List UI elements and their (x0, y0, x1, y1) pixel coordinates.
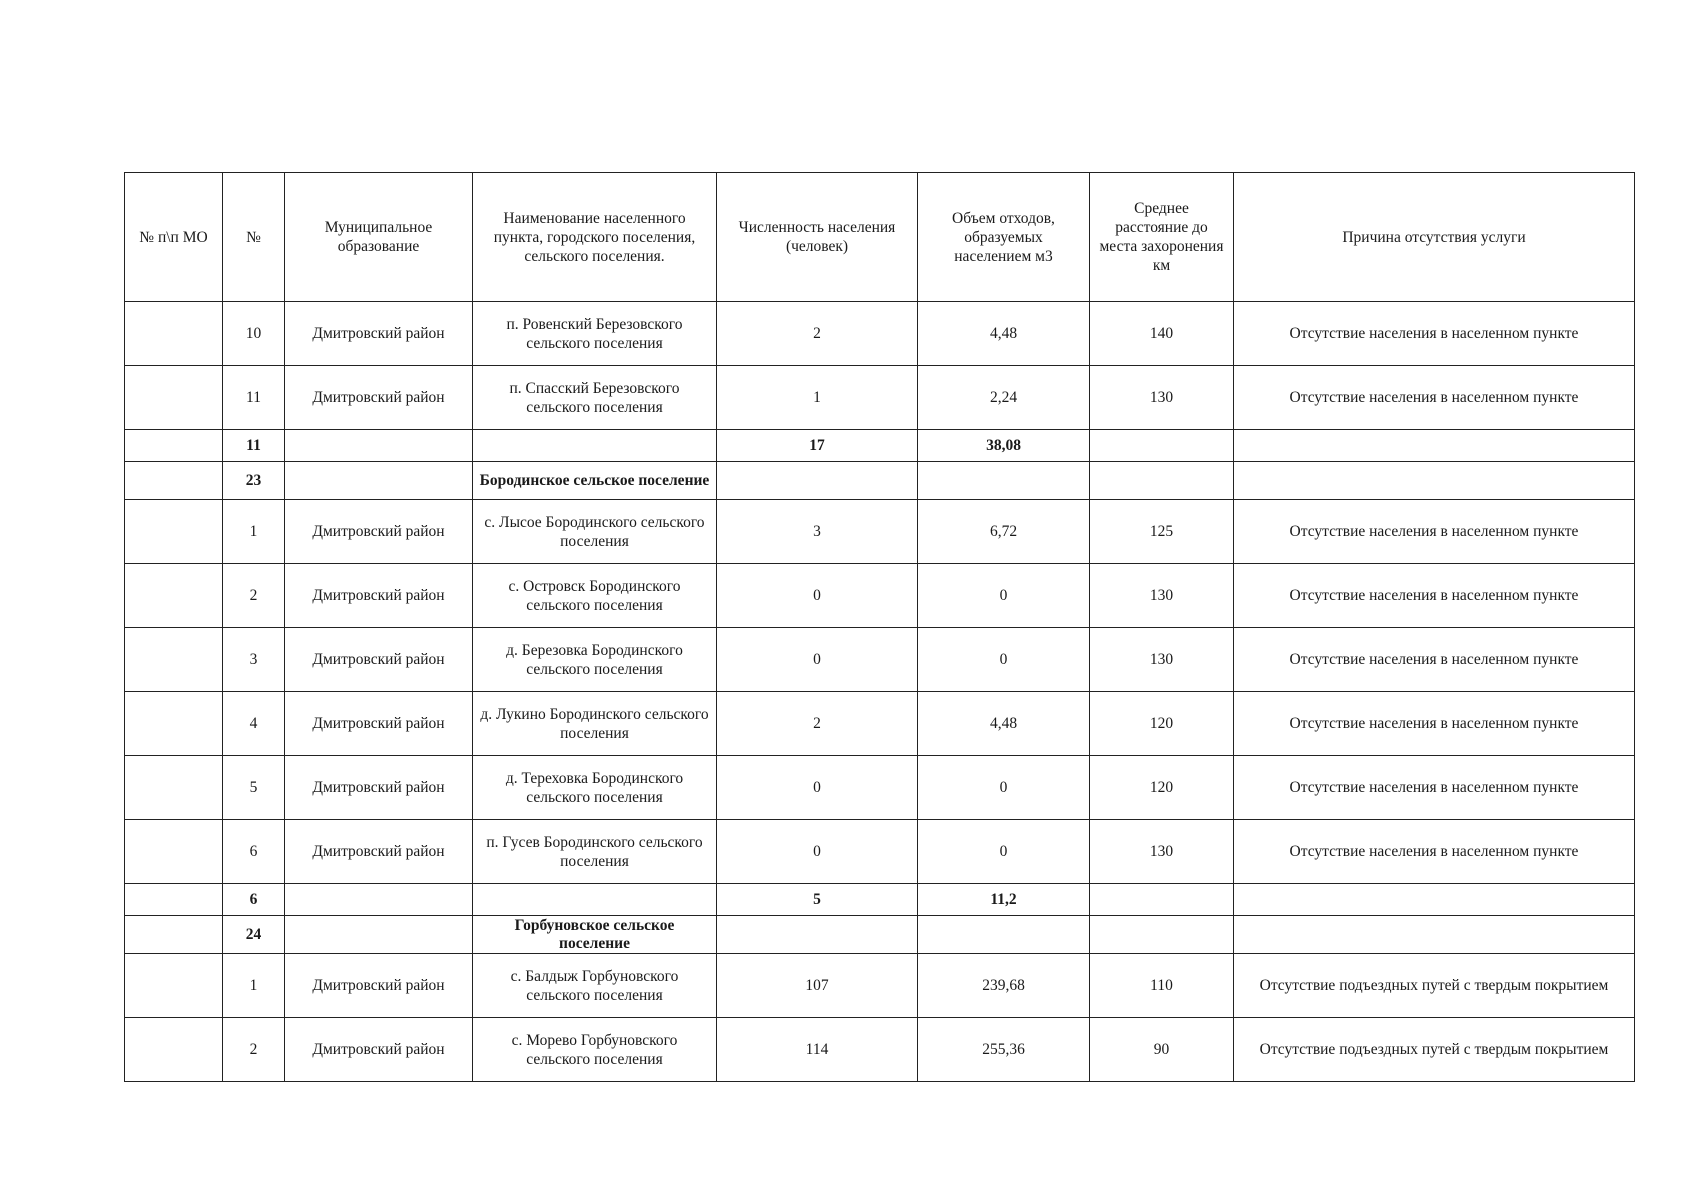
cell-population: 3 (717, 500, 918, 564)
cell-reason: Отсутствие подъездных путей с твердым покрытием (1234, 1018, 1635, 1082)
cell-number: 1 (223, 954, 285, 1018)
cell-population: 2 (717, 302, 918, 366)
subtotal-waste-volume: 11,2 (918, 884, 1090, 916)
cell-population: 0 (717, 756, 918, 820)
subtotal-count: 6 (223, 884, 285, 916)
cell-municipality: Дмитровский район (285, 954, 473, 1018)
cell-distance: 130 (1090, 820, 1234, 884)
cell-municipality: Дмитровский район (285, 1018, 473, 1082)
cell-distance: 130 (1090, 628, 1234, 692)
table-row (125, 628, 1635, 692)
cell-empty (285, 462, 473, 500)
cell-number: 10 (223, 302, 285, 366)
cell-number: 11 (223, 366, 285, 430)
cell-reason: Отсутствие населения в населенном пункте (1234, 756, 1635, 820)
cell-empty (285, 884, 473, 916)
cell-empty (125, 430, 223, 462)
cell-waste-volume: 0 (918, 820, 1090, 884)
cell-empty (717, 916, 918, 954)
cell-reason: Отсутствие населения в населенном пункте (1234, 564, 1635, 628)
cell-population: 107 (717, 954, 918, 1018)
cell-mo-number (125, 564, 223, 628)
cell-empty (285, 916, 473, 954)
cell-mo-number (125, 628, 223, 692)
subtotal-count: 11 (223, 430, 285, 462)
cell-settlement: д. Березовка Бородинского сельского поселения (473, 628, 717, 692)
cell-waste-volume: 0 (918, 564, 1090, 628)
cell-population: 0 (717, 820, 918, 884)
subtotal-population: 17 (717, 430, 918, 462)
cell-distance: 130 (1090, 564, 1234, 628)
cell-mo-number (125, 692, 223, 756)
header-number: № (223, 173, 285, 302)
header-distance: Среднее расстояние до места захоронения км (1090, 173, 1234, 302)
cell-settlement: с. Морево Горбуновского сельского поселения (473, 1018, 717, 1082)
cell-reason: Отсутствие подъездных путей с твердым покрытием (1234, 954, 1635, 1018)
cell-settlement: с. Лысое Бородинского сельского поселения (473, 500, 717, 564)
cell-mo-number (125, 820, 223, 884)
cell-empty (285, 430, 473, 462)
cell-settlement: д. Тереховка Бородинского сельского поселения (473, 756, 717, 820)
table-header-row (125, 173, 1635, 302)
cell-reason: Отсутствие населения в населенном пункте (1234, 628, 1635, 692)
subtotal-population: 5 (717, 884, 918, 916)
header-mo-number: № п\п МО (125, 173, 223, 302)
table-row (125, 756, 1635, 820)
cell-reason: Отсутствие населения в населенном пункте (1234, 820, 1635, 884)
cell-municipality: Дмитровский район (285, 564, 473, 628)
header-reason: Причина отсутствия услуги (1234, 173, 1635, 302)
waste-report-table (124, 172, 1635, 1082)
group-number: 23 (223, 462, 285, 500)
cell-waste-volume: 255,36 (918, 1018, 1090, 1082)
cell-empty (1090, 884, 1234, 916)
table-row (125, 954, 1635, 1018)
cell-municipality: Дмитровский район (285, 500, 473, 564)
cell-settlement: д. Лукино Бородинского сельского поселения (473, 692, 717, 756)
cell-waste-volume: 2,24 (918, 366, 1090, 430)
cell-municipality: Дмитровский район (285, 692, 473, 756)
subtotal-waste-volume: 38,08 (918, 430, 1090, 462)
cell-number: 4 (223, 692, 285, 756)
cell-mo-number (125, 1018, 223, 1082)
cell-waste-volume: 4,48 (918, 302, 1090, 366)
cell-empty (125, 462, 223, 500)
cell-reason: Отсутствие населения в населенном пункте (1234, 500, 1635, 564)
cell-empty (1090, 430, 1234, 462)
table-row (125, 820, 1635, 884)
cell-distance: 120 (1090, 692, 1234, 756)
cell-municipality: Дмитровский район (285, 366, 473, 430)
cell-mo-number (125, 500, 223, 564)
cell-number: 2 (223, 564, 285, 628)
cell-municipality: Дмитровский район (285, 628, 473, 692)
cell-mo-number (125, 366, 223, 430)
table-row (125, 302, 1635, 366)
cell-distance: 140 (1090, 302, 1234, 366)
cell-waste-volume: 6,72 (918, 500, 1090, 564)
cell-number: 6 (223, 820, 285, 884)
cell-waste-volume: 4,48 (918, 692, 1090, 756)
table-row (125, 564, 1635, 628)
group-name: Горбуновское сельское поселение (473, 916, 717, 954)
cell-reason: Отсутствие населения в населенном пункте (1234, 302, 1635, 366)
cell-settlement: п. Гусев Бородинского сельского поселения (473, 820, 717, 884)
cell-settlement: с. Балдыж Горбуновского сельского поселения (473, 954, 717, 1018)
cell-number: 2 (223, 1018, 285, 1082)
table-row (125, 366, 1635, 430)
cell-empty (1090, 462, 1234, 500)
group-header-row (125, 462, 1635, 500)
cell-empty (473, 430, 717, 462)
cell-empty (918, 916, 1090, 954)
header-settlement: Наименование населенного пункта, городского поселения, сельского поселения. (473, 173, 717, 302)
cell-reason: Отсутствие населения в населенном пункте (1234, 366, 1635, 430)
group-number: 24 (223, 916, 285, 954)
cell-distance: 120 (1090, 756, 1234, 820)
cell-waste-volume: 239,68 (918, 954, 1090, 1018)
cell-population: 0 (717, 628, 918, 692)
cell-empty (473, 884, 717, 916)
cell-empty (125, 884, 223, 916)
cell-population: 114 (717, 1018, 918, 1082)
cell-empty (125, 916, 223, 954)
cell-population: 1 (717, 366, 918, 430)
cell-empty (1234, 916, 1635, 954)
table-row (125, 1018, 1635, 1082)
cell-population: 2 (717, 692, 918, 756)
cell-municipality: Дмитровский район (285, 756, 473, 820)
cell-waste-volume: 0 (918, 756, 1090, 820)
header-municipality: Муниципальное образование (285, 173, 473, 302)
table-row (125, 500, 1635, 564)
subtotal-row (125, 884, 1635, 916)
header-waste-volume: Объем отходов, образуемых населением м3 (918, 173, 1090, 302)
cell-population: 0 (717, 564, 918, 628)
cell-mo-number (125, 954, 223, 1018)
cell-waste-volume: 0 (918, 628, 1090, 692)
table-row (125, 692, 1635, 756)
cell-distance: 130 (1090, 366, 1234, 430)
cell-empty (918, 462, 1090, 500)
cell-empty (1234, 462, 1635, 500)
cell-empty (717, 462, 918, 500)
cell-mo-number (125, 302, 223, 366)
cell-number: 5 (223, 756, 285, 820)
cell-distance: 110 (1090, 954, 1234, 1018)
subtotal-row (125, 430, 1635, 462)
cell-empty (1234, 884, 1635, 916)
cell-settlement: с. Островск Бородинского сельского поселения (473, 564, 717, 628)
cell-mo-number (125, 756, 223, 820)
cell-municipality: Дмитровский район (285, 820, 473, 884)
cell-distance: 125 (1090, 500, 1234, 564)
cell-settlement: п. Ровенский Березовского сельского поселения (473, 302, 717, 366)
cell-municipality: Дмитровский район (285, 302, 473, 366)
cell-empty (1234, 430, 1635, 462)
cell-reason: Отсутствие населения в населенном пункте (1234, 692, 1635, 756)
group-header-row (125, 916, 1635, 954)
cell-distance: 90 (1090, 1018, 1234, 1082)
cell-number: 1 (223, 500, 285, 564)
cell-settlement: п. Спасский Березовского сельского поселения (473, 366, 717, 430)
group-name: Бородинское сельское поселение (473, 462, 717, 500)
cell-number: 3 (223, 628, 285, 692)
header-population: Численность населения (человек) (717, 173, 918, 302)
cell-empty (1090, 916, 1234, 954)
